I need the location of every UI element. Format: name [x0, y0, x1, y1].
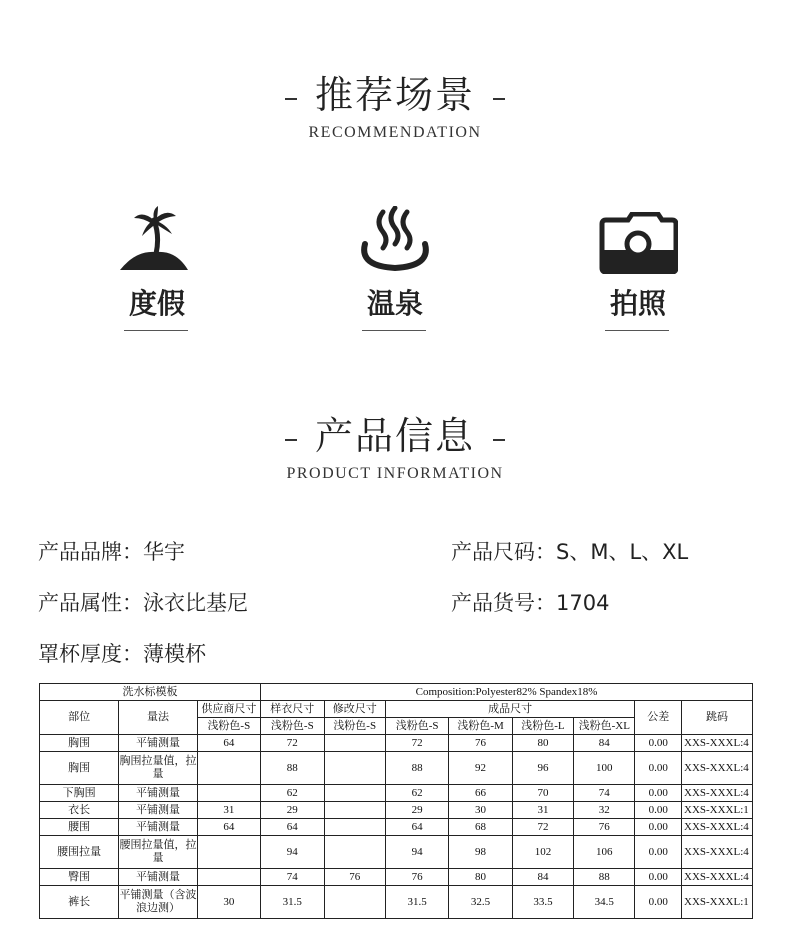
underline-photo [605, 330, 669, 331]
camera-icon [588, 212, 688, 274]
underline-hotspring [362, 330, 426, 331]
title-dash-left [285, 98, 297, 100]
cell-grading: XXS-XXXL:4 [682, 752, 753, 785]
cell-sample: 94 [261, 836, 324, 869]
table-row [40, 735, 753, 752]
cell-tolerance: 0.00 [635, 869, 682, 886]
cell-xl: 32 [574, 802, 635, 819]
recommend-title-wrap [0, 64, 790, 119]
subheader-m: 浅粉色-M [449, 718, 512, 735]
product-cup: 罩杯厚度：薄模杯 [38, 642, 206, 666]
cell-part: 臀围 [40, 869, 119, 886]
product-sizes: 产品尺码：S、M、L、XL [451, 540, 689, 564]
cell-method: 平铺测量 [119, 802, 197, 819]
cell-tolerance: 0.00 [635, 735, 682, 752]
cell-xl: 106 [574, 836, 635, 869]
header-part: 部位 [40, 701, 119, 735]
cell-xl: 74 [574, 785, 635, 802]
underline-vacation [124, 330, 188, 331]
header-finished: 成品尺寸 [385, 701, 635, 718]
product-title: 产品信息 [314, 414, 475, 458]
cell-tolerance: 0.00 [635, 785, 682, 802]
title-dash-right [493, 439, 505, 441]
cell-m: 76 [449, 735, 512, 752]
cell-l: 102 [512, 836, 573, 869]
cell-part: 裤长 [40, 886, 119, 919]
cell-sample: 62 [261, 785, 324, 802]
table-row [40, 819, 753, 836]
header-grading: 跳码 [682, 701, 753, 735]
cell-supplier [197, 836, 260, 869]
header-sample: 样衣尺寸 [261, 701, 324, 718]
cell-s: 62 [385, 785, 448, 802]
recommend-label-photo: 拍照 [609, 287, 666, 320]
product-subtitle: PRODUCT INFORMATION [286, 465, 504, 482]
cell-supplier [197, 752, 260, 785]
cell-l: 84 [512, 869, 573, 886]
subheader-sample: 浅粉色-S [261, 718, 324, 735]
cell-supplier: 64 [197, 735, 260, 752]
subheader-modify: 浅粉色-S [324, 718, 385, 735]
size-table [39, 683, 753, 919]
cell-modify [324, 735, 385, 752]
cell-method: 腰围拉量值，拉量 [119, 836, 197, 869]
cell-method: 平铺测量 [119, 869, 197, 886]
header-tolerance: 公差 [635, 701, 682, 735]
cell-method: 平铺测量 [119, 785, 197, 802]
cell-s: 88 [385, 752, 448, 785]
cell-sample: 72 [261, 735, 324, 752]
cell-method: 平铺测量（含波浪边测） [119, 886, 197, 919]
cell-m: 92 [449, 752, 512, 785]
table-row [40, 836, 753, 869]
cell-part: 胸围 [40, 752, 119, 785]
cell-part: 腰围拉量 [40, 836, 119, 869]
cell-xl: 88 [574, 869, 635, 886]
table-row [40, 752, 753, 785]
subheader-supplier: 浅粉色-S [197, 718, 260, 735]
cell-l: 31 [512, 802, 573, 819]
cell-xl: 100 [574, 752, 635, 785]
recommend-label-vacation: 度假 [128, 287, 185, 320]
cell-modify [324, 785, 385, 802]
cell-modify [324, 836, 385, 869]
subheader-xl: 浅粉色-XL [574, 718, 635, 735]
cell-tolerance: 0.00 [635, 819, 682, 836]
cell-part: 腰围 [40, 819, 119, 836]
cell-sample: 88 [261, 752, 324, 785]
cell-l: 33.5 [512, 886, 573, 919]
cell-l: 72 [512, 819, 573, 836]
cell-m: 32.5 [449, 886, 512, 919]
cell-m: 30 [449, 802, 512, 819]
cell-grading: XXS-XXXL:1 [682, 802, 753, 819]
cell-l: 80 [512, 735, 573, 752]
cell-part: 下胸围 [40, 785, 119, 802]
cell-tolerance: 0.00 [635, 802, 682, 819]
cell-supplier: 31 [197, 802, 260, 819]
cell-method: 平铺测量 [119, 819, 197, 836]
product-title-wrap [0, 405, 790, 460]
cell-grading: XXS-XXXL:4 [682, 735, 753, 752]
cell-s: 94 [385, 836, 448, 869]
cell-part: 胸围 [40, 735, 119, 752]
wash-label-template: 洗水标模板 [40, 684, 261, 701]
cell-s: 64 [385, 819, 448, 836]
table-row [40, 869, 753, 886]
table-row [40, 886, 753, 919]
header-supplier: 供应商尺寸 [197, 701, 260, 718]
cell-xl: 76 [574, 819, 635, 836]
recommend-label-hotspring: 温泉 [366, 287, 423, 320]
cell-m: 80 [449, 869, 512, 886]
cell-supplier: 64 [197, 819, 260, 836]
cell-s: 72 [385, 735, 448, 752]
cell-supplier: 30 [197, 886, 260, 919]
product-brand: 产品品牌：华宇 [38, 540, 185, 564]
cell-part: 衣长 [40, 802, 119, 819]
cell-sample: 31.5 [261, 886, 324, 919]
cell-modify [324, 752, 385, 785]
cell-xl: 84 [574, 735, 635, 752]
hot-spring-icon [345, 206, 445, 272]
cell-grading: XXS-XXXL:4 [682, 785, 753, 802]
cell-m: 98 [449, 836, 512, 869]
header-method: 量法 [119, 701, 197, 735]
cell-modify [324, 819, 385, 836]
cell-modify: 76 [324, 869, 385, 886]
cell-l: 70 [512, 785, 573, 802]
title-dash-right [493, 98, 505, 100]
cell-tolerance: 0.00 [635, 752, 682, 785]
table-row [40, 802, 753, 819]
palm-island-icon [106, 206, 206, 272]
cell-supplier [197, 869, 260, 886]
cell-tolerance: 0.00 [635, 836, 682, 869]
product-item-no: 产品货号：1704 [451, 591, 610, 615]
subheader-s: 浅粉色-S [385, 718, 448, 735]
cell-grading: XXS-XXXL:4 [682, 869, 753, 886]
cell-l: 96 [512, 752, 573, 785]
cell-s: 76 [385, 869, 448, 886]
cell-xl: 34.5 [574, 886, 635, 919]
cell-sample: 29 [261, 802, 324, 819]
cell-sample: 64 [261, 819, 324, 836]
table-row [40, 785, 753, 802]
cell-supplier [197, 785, 260, 802]
recommend-title: 推荐场景 [314, 73, 475, 117]
composition: Composition:Polyester82% Spandex18% [261, 684, 753, 701]
cell-grading: XXS-XXXL:4 [682, 836, 753, 869]
product-attribute: 产品属性：泳衣比基尼 [38, 591, 248, 615]
cell-method: 胸围拉量值，拉量 [119, 752, 197, 785]
cell-grading: XXS-XXXL:4 [682, 819, 753, 836]
cell-modify [324, 886, 385, 919]
cell-sample: 74 [261, 869, 324, 886]
header-modify: 修改尺寸 [324, 701, 385, 718]
recommend-subtitle: RECOMMENDATION [308, 124, 482, 141]
cell-m: 66 [449, 785, 512, 802]
title-dash-left [285, 439, 297, 441]
cell-s: 31.5 [385, 886, 448, 919]
cell-method: 平铺测量 [119, 735, 197, 752]
cell-modify [324, 802, 385, 819]
cell-grading: XXS-XXXL:1 [682, 886, 753, 919]
cell-s: 29 [385, 802, 448, 819]
cell-m: 68 [449, 819, 512, 836]
subheader-l: 浅粉色-L [512, 718, 573, 735]
cell-tolerance: 0.00 [635, 886, 682, 919]
